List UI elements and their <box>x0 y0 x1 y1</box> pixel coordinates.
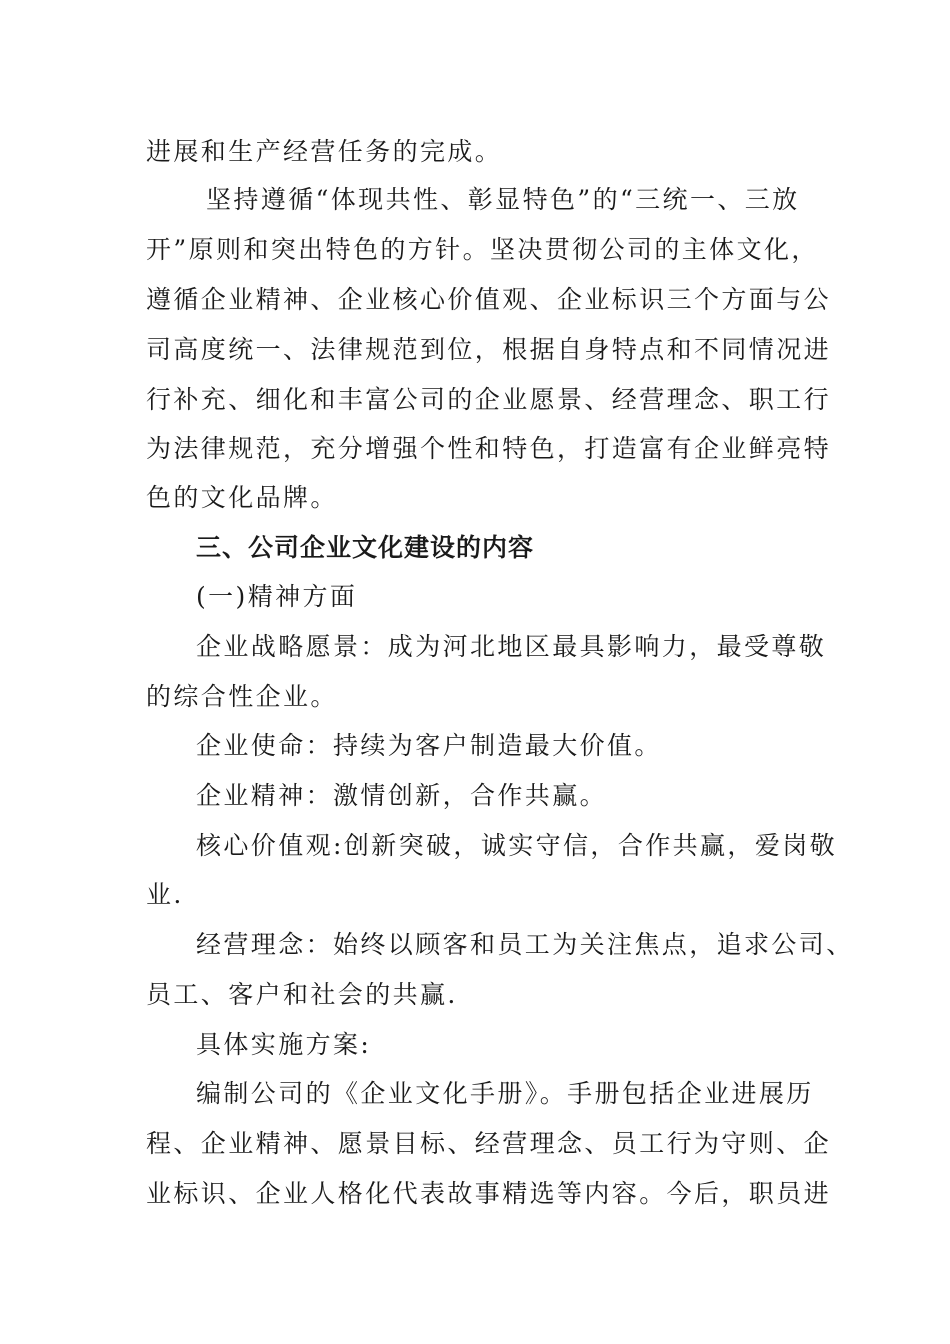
paragraph-line: 企业精神：激情创新，合作共赢。 <box>196 781 608 810</box>
paragraph-line: 进展和生产经营任务的完成。 <box>146 137 503 166</box>
paragraph-line: 员工、客户和社会的共赢. <box>146 980 458 1009</box>
paragraph-line: 企业使命：持续为客户制造最大价值。 <box>196 731 662 760</box>
paragraph-line: 坚持遵循“体现共性、彰显特色”的“三统一、三放 <box>206 185 800 214</box>
paragraph-line: 为法律规范，充分增强个性和特色，打造富有企业鲜亮特 <box>146 434 832 463</box>
paragraph-line: 经营理念：始终以顾客和员工为关注焦点，追求公司、 <box>196 930 854 959</box>
paragraph-line: 行补充、细化和丰富公司的企业愿景、经营理念、职工行 <box>146 385 832 414</box>
paragraph-line: 色的文化品牌。 <box>146 483 338 512</box>
paragraph-line: 业. <box>146 880 184 909</box>
section-heading: 三、公司企业文化建设的内容 <box>196 533 535 562</box>
paragraph-line: 核心价值观:创新突破，诚实守信，合作共赢，爱岗敬 <box>196 831 838 860</box>
paragraph-line: 企业战略愿景：成为河北地区最具影响力，最受尊敬 <box>196 632 827 661</box>
paragraph-line: 的综合性企业。 <box>146 682 338 711</box>
paragraph-line: 具体实施方案: <box>196 1030 372 1059</box>
paragraph-line: 遵循企业精神、企业核心价值观、企业标识三个方面与公 <box>146 285 832 314</box>
paragraph-line: 司高度统一、法律规范到位，根据自身特点和不同情况进 <box>146 335 832 364</box>
subsection-heading: (一)精神方面 <box>196 582 358 611</box>
paragraph-line: 程、企业精神、愿景目标、经营理念、员工行为守则、企 <box>146 1129 832 1158</box>
paragraph-line: 业标识、企业人格化代表故事精选等内容。今后，职员进 <box>146 1179 832 1208</box>
paragraph-line: 编制公司的《企业文化手册》。手册包括企业进展历 <box>196 1079 814 1108</box>
paragraph-line: 开”原则和突出特色的方针。坚决贯彻公司的主体文化， <box>146 235 819 264</box>
